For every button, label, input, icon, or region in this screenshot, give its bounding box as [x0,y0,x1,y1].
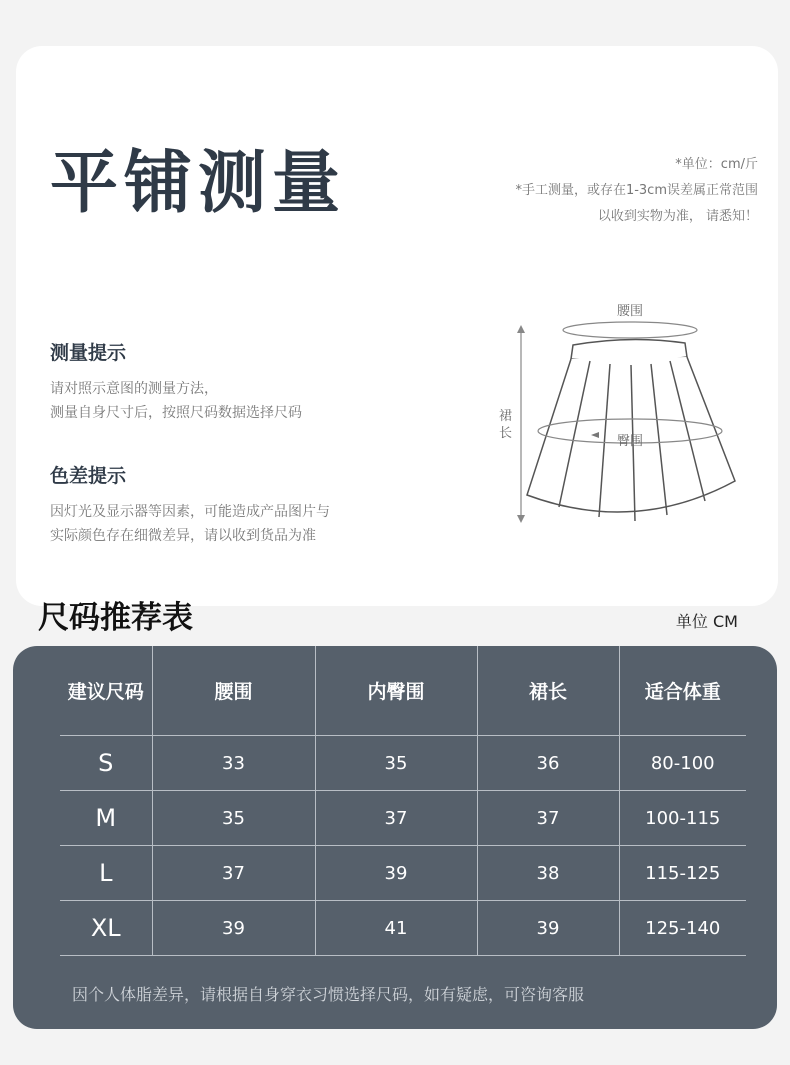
color-tip-line: 实际颜色存在细微差异，请以收到货品为准 [50,528,316,544]
table-row [60,846,746,901]
note-error-range: *手工测量，或存在1-3cm误差属正常范围 [515,183,758,198]
cell-hip: 35 [315,736,477,791]
cell-weight: 125-140 [619,901,746,956]
note-actual-item: 以收到实物为准， 请悉知！ [597,209,758,224]
waist-label: 腰围 [617,304,644,319]
cell-waist: 33 [152,736,315,791]
cell-weight: 115-125 [619,846,746,901]
cell-size: M [60,791,152,846]
header-waist: 腰围 [152,646,315,736]
unit-label: 单位 CM [675,612,738,631]
table-row [60,901,746,956]
size-table-title: 尺码推荐表 [38,600,193,636]
table-header-row [60,646,746,736]
measure-tip-line: 请对照示意图的测量方法， [50,381,218,397]
color-tip-line: 因灯光及显示器等因素，可能造成产品图片与 [50,504,330,520]
cell-size: S [60,736,152,791]
cell-weight: 80-100 [619,736,746,791]
table-footnote: 因个人体脂差异，请根据自身穿衣习惯选择尺码，如有疑虑，可咨询客服 [72,985,585,1004]
note-unit: *单位：cm/斤 [675,157,758,172]
cell-hip: 37 [315,791,477,846]
header-weight: 适合体重 [619,646,746,736]
cell-waist: 35 [152,791,315,846]
skirt-illustration [495,295,755,535]
measure-tip-heading: 测量提示 [50,342,127,364]
cell-waist: 37 [152,846,315,901]
hip-label: 臀围 [617,434,644,449]
cell-length: 38 [477,846,619,901]
cell-length: 36 [477,736,619,791]
cell-hip: 39 [315,846,477,901]
skirt-diagram [495,295,755,535]
color-tip-text [50,500,330,548]
cell-waist: 39 [152,901,315,956]
cell-hip: 41 [315,901,477,956]
header-size: 建议尺码 [60,646,152,736]
measure-tip-line: 测量自身尺寸后，按照尺码数据选择尺码 [50,405,302,421]
cell-size: XL [60,901,152,956]
table-row [60,791,746,846]
measurement-notes [515,152,758,230]
measure-tip-text [50,377,302,425]
table-row [60,736,746,791]
cell-length: 39 [477,901,619,956]
header-hip: 内臀围 [315,646,477,736]
size-table [60,646,746,956]
color-tip-heading: 色差提示 [50,465,127,487]
header-length: 裙长 [477,646,619,736]
cell-size: L [60,846,152,901]
length-label-top: 裙 [499,409,513,424]
length-label-bottom: 长 [499,426,513,441]
cell-weight: 100-115 [619,791,746,846]
cell-length: 37 [477,791,619,846]
page-title: 平铺测量 [50,144,347,223]
